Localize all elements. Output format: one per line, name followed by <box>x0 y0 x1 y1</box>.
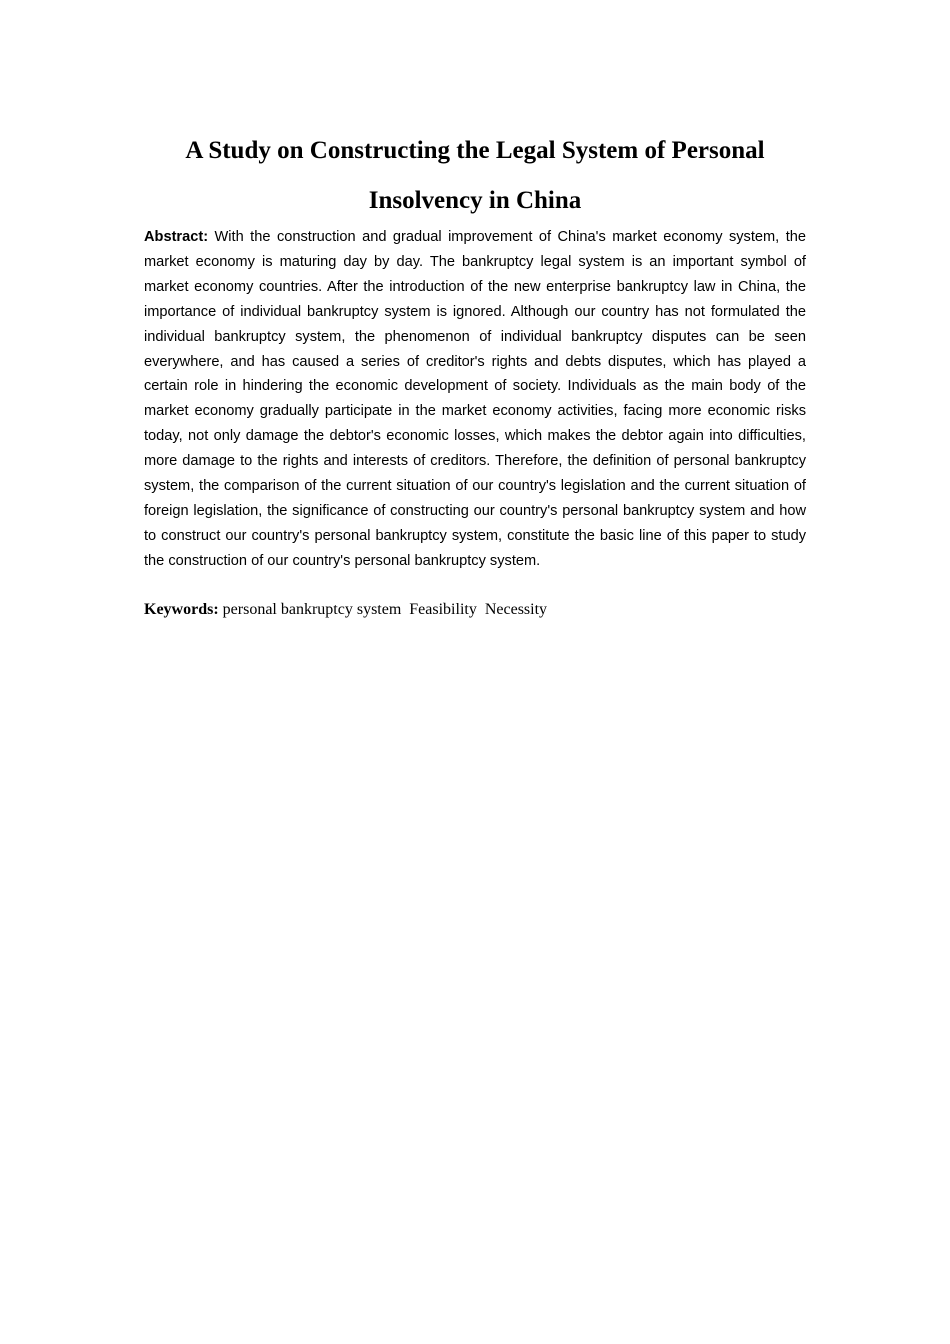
abstract-paragraph <box>144 225 806 574</box>
paper-title-line-1: A Study on Constructing the Legal System of Personal <box>185 137 765 164</box>
abstract-text: With the construction and gradual improvement of China's market economy system, the market economy is maturing day by day. The bankruptcy legal system is an important symbol of market economy countries. After the introduction of the new enterprise bankruptcy law in China, the importance of individual bankruptcy system is ignored. Although our country has not formulated the individual bankruptcy system, the phenomenon of individual bankruptcy disputes can be seen everywhere, and has caused a series of creditor's rights and debts disputes, which has played a certain role in hindering the economic development of society. Individuals as the main body of the market economy gradually participate in the market economy activities, facing more economic risks today, not only damage the debtor's economic losses, which makes the debtor again into difficulties, more damage to the rights and interests of creditors. Therefore, the definition of personal bankruptcy system, the comparison of the current situation of our country's legislation and the current situation of foreign legislation, the significance of constructing our country's personal bankruptcy system and how to construct our country's personal bankruptcy system, constitute the basic line of this paper to study the construction of our country's personal bankruptcy system. <box>144 229 806 569</box>
abstract-label: Abstract: <box>144 229 209 245</box>
paper-title <box>144 126 806 226</box>
keywords-label: Keywords: <box>144 601 219 618</box>
keywords-text: personal bankruptcy system Feasibility Necessity <box>222 601 548 618</box>
paper-title-line-2: Insolvency in China <box>368 187 582 214</box>
keywords-line <box>144 598 806 622</box>
